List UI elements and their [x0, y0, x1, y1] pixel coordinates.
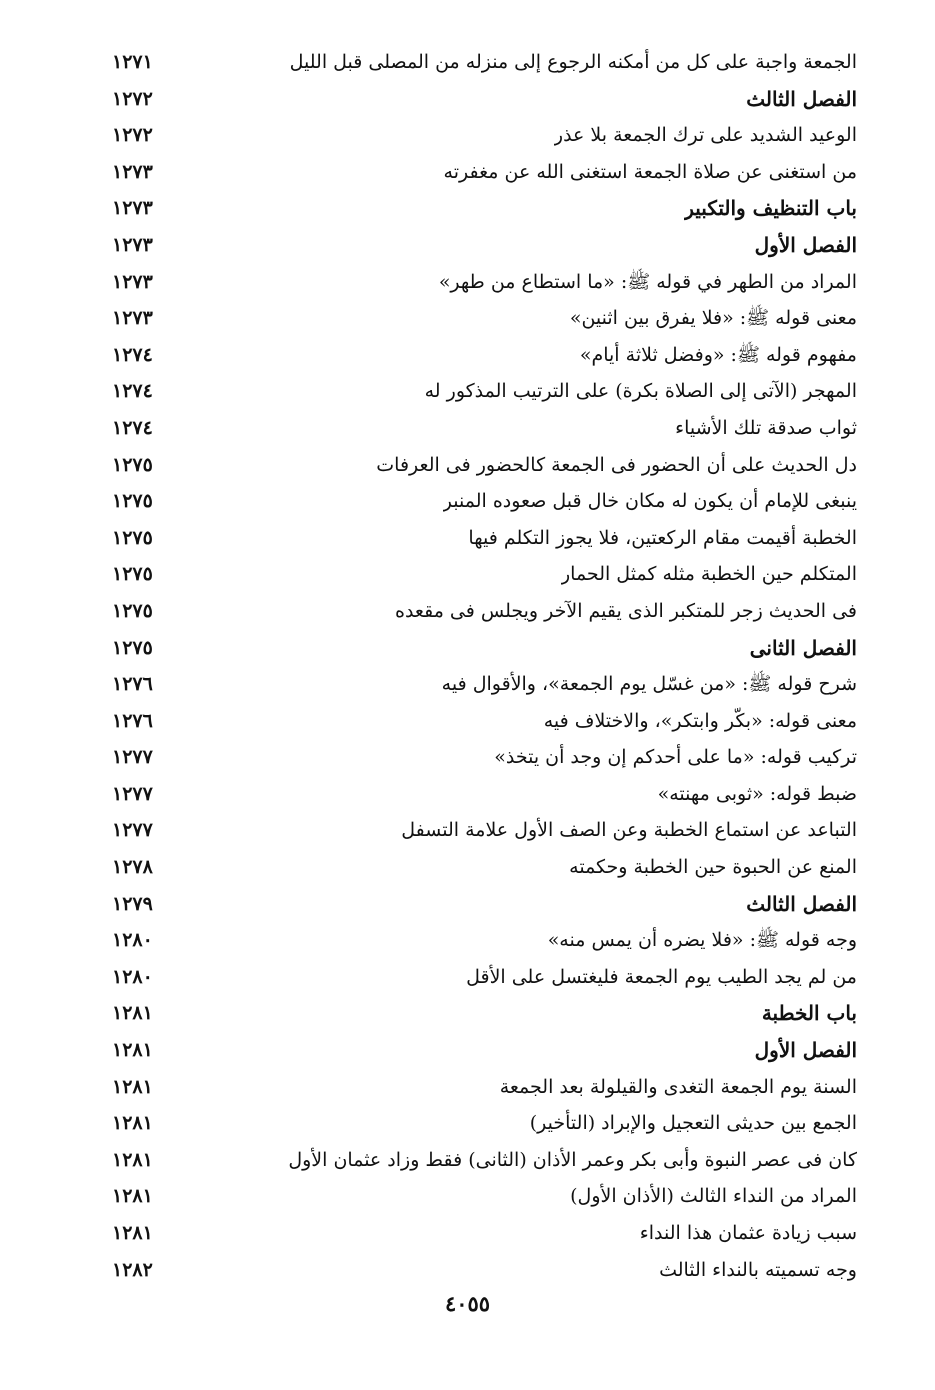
index-entry-row [0, 959, 935, 996]
section-heading-row [0, 227, 935, 264]
section-heading-row [0, 630, 935, 667]
entry-title: كان فى عصر النبوة وأبى بكر وعمر الأذان (الثانى) فقط وزاد عثمان الأول [288, 1148, 857, 1171]
index-entry-row [0, 703, 935, 740]
entry-page-number: ١٢٨١ [112, 1222, 153, 1244]
entry-page-number: ١٢٨١ [112, 1112, 153, 1135]
entry-page-number: ١٢٧٣ [112, 270, 153, 293]
entry-page-number: ١٢٧٥ [112, 599, 153, 622]
entry-page-number: ١٢٧٤ [112, 380, 153, 403]
entry-page-number: ١٢٨١ [112, 1148, 153, 1171]
index-entry-row [0, 337, 935, 374]
index-entry-row [0, 776, 935, 813]
entry-title: المراد من النداء الثالث (الأذان الأول) [570, 1185, 857, 1208]
entry-page-number: ١٢٨٢ [112, 1258, 153, 1281]
index-entry-row [0, 154, 935, 191]
entry-title: الوعيد الشديد على ترك الجمعة بلا عذر [553, 124, 857, 147]
entry-page-number: ١٢٧٧ [112, 819, 153, 842]
entry-page-number: ١٢٧٤ [112, 343, 153, 366]
section-heading-title: الفصل الثالث [746, 86, 857, 111]
index-entry-row [0, 1215, 935, 1252]
index-entry-row [0, 447, 935, 484]
entry-page-number: ١٢٧٧ [112, 782, 153, 805]
index-entry-row [0, 1069, 935, 1106]
section-heading-title: باب التنظيف والتكبير [684, 196, 857, 221]
index-entry-row [0, 410, 935, 447]
entry-page-number: ١٢٧٣ [112, 160, 153, 183]
entry-title: تركيب قوله: «ما على أحدكم إن وجد أن يتخذ» [494, 746, 857, 769]
entry-title: دل الحديث على أن الحضور فى الجمعة كالحضور فى العرفات [376, 453, 857, 476]
index-entry-row [0, 1252, 935, 1289]
entry-title: المراد من الطهر في قوله ﷺ: «ما استطاع من طهر» [438, 270, 857, 293]
index-entry-row [0, 483, 935, 520]
entry-page-number: ١٢٧٢ [112, 124, 153, 147]
entry-page-number: ١٢٨٠ [112, 965, 153, 988]
page-number: ٤٠٥٥ [444, 1291, 491, 1316]
entry-page-number: ١٢٧٥ [112, 563, 153, 586]
entry-page-number: ١٢٨١ [112, 1185, 153, 1208]
section-heading-row [0, 886, 935, 923]
section-heading-title: الفصل الأول [754, 232, 857, 257]
entry-title: معنى قوله: «بكّر وابتكر»، والاختلاف فيه [543, 709, 857, 732]
entry-page-number: ١٢٧٥ [112, 490, 153, 513]
entry-title: شرح قوله ﷺ: «من غسّل يوم الجمعة»، والأقوال فيه [441, 673, 857, 696]
index-entry-row [0, 1142, 935, 1179]
entry-title: الجمع بين حديثى التعجيل والإبراد (التأخير) [529, 1112, 857, 1135]
entry-page-number: ١٢٨٠ [112, 929, 153, 952]
entry-title: ينبغى للإمام أن يكون له مكان خال قبل صعوده المنبر [442, 490, 857, 513]
entry-title: معنى قوله ﷺ: «فلا يفرق بين اثنين» [569, 307, 857, 330]
entry-page-number: ١٢٧٤ [112, 416, 153, 439]
entry-title: وجه تسميته بالنداء الثالث [659, 1258, 857, 1281]
entry-title: وجه قوله ﷺ: «فلا يضره أن يمس منه» [547, 929, 857, 952]
entry-title: ضبط قوله: «ثوبى مهنته» [657, 782, 857, 805]
entry-page-number: ١٢٨١ [112, 1075, 153, 1098]
section-heading-title: باب الخطبة [761, 1001, 857, 1026]
entry-page-number: ١٢٧١ [112, 51, 153, 73]
index-entry-row [0, 117, 935, 154]
section-heading-row [0, 1032, 935, 1069]
index-entry-row [0, 812, 935, 849]
entry-page-number: ١٢٧٥ [112, 636, 153, 659]
entry-title: من لم يجد الطيب يوم الجمعة فليغتسل على الأقل [466, 965, 857, 988]
entry-title: مفهوم قوله ﷺ: «وفضل ثلاثة أيام» [579, 343, 857, 366]
entry-page-number: ١٢٧٦ [112, 673, 153, 696]
section-heading-title: الفصل الثالث [746, 891, 857, 916]
index-entry-row [0, 520, 935, 557]
entry-title: المتكلم حين الخطبة مثله كمثل الحمار [560, 563, 857, 586]
entry-page-number: ١٢٧٣ [112, 307, 153, 330]
entry-title: الخطبة أقيمت مقام الركعتين، فلا يجوز التكلم فيها [468, 526, 857, 549]
entry-page-number: ١٢٧٢ [112, 87, 153, 110]
entry-title: من استغنى عن صلاة الجمعة استغنى الله عن مغفرته [443, 160, 857, 183]
entry-title: المنع عن الحبوة حين الخطبة وحكمته [569, 856, 857, 879]
index-entry-list [0, 44, 935, 1288]
index-entry-row [0, 264, 935, 301]
entry-page-number: ١٢٧٧ [112, 746, 153, 769]
index-entry-row [0, 1105, 935, 1142]
entry-title: فى الحديث زجر للمتكبر الذى يقيم الآخر ويجلس فى مقعده [394, 599, 857, 622]
entry-page-number: ١٢٨١ [112, 1002, 153, 1025]
index-entry-row [0, 300, 935, 337]
index-entry-row [0, 739, 935, 776]
index-entry-row [0, 593, 935, 630]
index-entry-row [0, 373, 935, 410]
index-entry-row [0, 1178, 935, 1215]
entry-page-number: ١٢٧٣ [112, 197, 153, 220]
entry-page-number: ١٢٨١ [112, 1039, 153, 1062]
entry-title: التباعد عن استماع الخطبة وعن الصف الأول علامة التسفل [401, 819, 857, 842]
entry-title: ثواب صدقة تلك الأشياء [675, 416, 857, 439]
section-heading-row [0, 81, 935, 118]
index-entry-row [0, 849, 935, 886]
section-heading-row [0, 190, 935, 227]
entry-title: المهجر (الآتى إلى الصلاة بكرة) على الترتيب المذكور له [424, 380, 857, 403]
entry-title: سبب زيادة عثمان هذا النداء [639, 1222, 857, 1244]
entry-title: السنة يوم الجمعة التغدى والقيلولة بعد الجمعة [499, 1075, 857, 1098]
index-entry-row [0, 922, 935, 959]
entry-page-number: ١٢٧٣ [112, 233, 153, 256]
index-entry-row [0, 44, 935, 81]
index-entry-row [0, 556, 935, 593]
entry-page-number: ١٢٧٦ [112, 709, 153, 732]
entry-page-number: ١٢٧٨ [112, 856, 153, 879]
entry-title: الجمعة واجبة على كل من أمكنه الرجوع إلى منزله من المصلى قبل الليل [289, 51, 857, 73]
index-entry-row [0, 666, 935, 703]
entry-page-number: ١٢٧٥ [112, 453, 153, 476]
entry-page-number: ١٢٧٥ [112, 526, 153, 549]
section-heading-row [0, 995, 935, 1032]
section-heading-title: الفصل الأول [754, 1038, 857, 1063]
entry-page-number: ١٢٧٩ [112, 892, 153, 915]
section-heading-title: الفصل الثانى [749, 635, 857, 660]
